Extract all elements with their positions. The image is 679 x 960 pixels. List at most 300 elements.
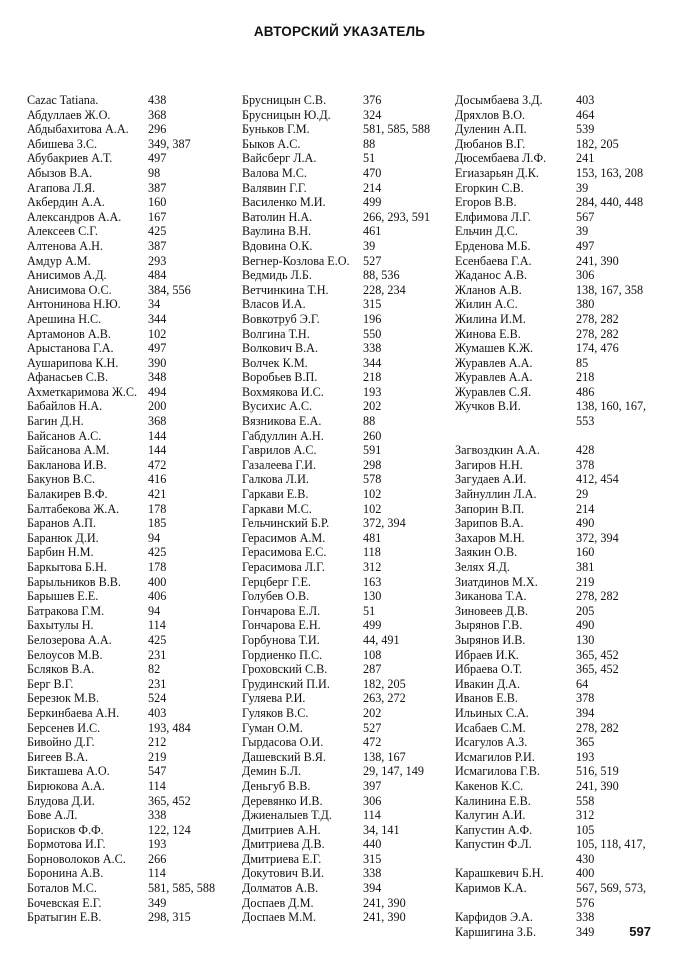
author-name: Братыгин Е.В. [27, 910, 102, 925]
index-entry [27, 181, 241, 196]
index-entry [27, 151, 241, 166]
index-entry [27, 750, 241, 765]
author-name: Байсанова А.М. [27, 443, 110, 458]
author-name: Алексеев С.Г. [27, 224, 98, 239]
page-references: 39 [576, 180, 589, 195]
author-name: Гончарова Е.Л. [242, 603, 321, 618]
author-name: Газалеева Г.И. [242, 457, 316, 472]
index-entry [27, 327, 241, 342]
page-references: 29, 147, 149 [363, 764, 424, 779]
page-references: 196 [363, 311, 382, 326]
page-references: 365 [576, 735, 595, 750]
index-entry [242, 429, 456, 444]
author-name: Габдуллин А.Н. [242, 428, 324, 443]
author-name: Артамонов А.В. [27, 326, 111, 341]
author-name: Боронина А.В. [27, 866, 104, 881]
index-entry [455, 837, 669, 866]
author-name: Бове А.Л. [27, 808, 78, 823]
author-name: Борисков Ф.Ф. [27, 822, 104, 837]
index-entry [242, 706, 456, 721]
page-references: 438 [148, 93, 167, 107]
index-entry [27, 604, 241, 619]
author-name: Жумашев К.Ж. [455, 341, 534, 356]
page-references: 241 [576, 151, 595, 166]
author-name: Докутович В.И. [242, 866, 324, 881]
author-name: Зайнуллин Л.А. [455, 487, 537, 502]
author-name: Абызов В.А. [27, 165, 93, 180]
page-references: 138, 167 [363, 749, 406, 764]
author-name: Борноволоков А.С. [27, 851, 126, 866]
author-name: Исагулов А.З. [455, 735, 528, 750]
author-name: Калугин А.И. [455, 808, 526, 823]
index-entry [455, 794, 669, 809]
index-entry [27, 472, 241, 487]
page-references: 193 [363, 384, 382, 399]
index-entry [242, 677, 456, 692]
page-references: 122, 124 [148, 822, 191, 837]
author-name: Зырянов Г.В. [455, 618, 523, 633]
author-name: Гаркави М.С. [242, 501, 312, 516]
page-references: 263, 272 [363, 691, 406, 706]
author-name: Капустин Ф.Л. [455, 837, 532, 852]
author-name: Байсанов А.С. [27, 428, 102, 443]
index-entry [242, 385, 456, 400]
page-references: 425 [148, 545, 167, 560]
page-references: 397 [363, 778, 382, 793]
index-entry [27, 648, 241, 663]
index-entry [455, 866, 669, 881]
page-references: 241, 390 [363, 895, 406, 910]
index-entry [455, 662, 669, 677]
page-references: 550 [363, 326, 382, 341]
page-references: 387 [148, 180, 167, 195]
author-name: Какенов К.С. [455, 778, 524, 793]
page-references: 394 [576, 705, 595, 720]
author-name: Абдуллаев Ж.О. [27, 107, 111, 122]
page-references: 219 [148, 749, 167, 764]
page-references: 118 [363, 545, 381, 560]
page-references: 312 [576, 808, 595, 823]
page-references: 185 [148, 516, 167, 531]
author-name: Доспаев Д.М. [242, 895, 314, 910]
author-name: Вовкотруб Э.Г. [242, 311, 320, 326]
page-references: 558 [576, 793, 595, 808]
author-name: Гырдасова О.И. [242, 735, 324, 750]
index-entry [455, 239, 669, 254]
page-references: 365, 452 [576, 662, 619, 677]
page-references [576, 429, 669, 444]
index-entry [242, 633, 456, 648]
author-name: Волчек К.М. [242, 355, 308, 370]
author-name: Вохмякова И.С. [242, 384, 324, 399]
index-entry [27, 516, 241, 531]
page-references: 387 [148, 238, 167, 253]
author-name: Ивакин Д.А. [455, 676, 521, 691]
index-entry [242, 910, 456, 925]
index-entry [27, 808, 241, 823]
author-name: Бигеев В.А. [27, 749, 89, 764]
author-name: Гончарова Е.Н. [242, 618, 321, 633]
author-name: Волгина Т.Н. [242, 326, 310, 341]
index-entry [27, 910, 241, 925]
page-references: 144 [148, 428, 167, 443]
author-name: Гуляков В.С. [242, 705, 309, 720]
index-entry [455, 575, 669, 590]
author-name: Жинова Е.В. [455, 326, 521, 341]
page-references: 102 [363, 501, 382, 516]
page-references: 138, 167, 358 [576, 282, 644, 297]
index-entry [242, 108, 456, 123]
author-name: Бакунов В.С. [27, 472, 96, 487]
index-entry [455, 151, 669, 166]
index-entry [27, 443, 241, 458]
index-entry [242, 691, 456, 706]
index-entry [455, 589, 669, 604]
author-name: Беркинбаева А.Н. [27, 705, 120, 720]
index-entry [455, 531, 669, 546]
author-name: Вусихис А.С. [242, 399, 313, 414]
index-entry [455, 648, 669, 663]
author-name: Зарипов В.А. [455, 516, 524, 531]
page-references: 349 [576, 924, 595, 939]
author-name: Арыстанова Г.А. [27, 341, 114, 356]
index-entry [242, 93, 456, 108]
index-entry [242, 224, 456, 239]
index-entry [27, 721, 241, 736]
author-name: Джиеналыев Т.Д. [242, 808, 332, 823]
author-name: Балтабекова Ж.А. [27, 501, 120, 516]
author-name: Алтенова А.Н. [27, 238, 103, 253]
page-references: 241, 390 [363, 910, 406, 925]
author-name: Ибраева О.Т. [455, 662, 523, 677]
page-references: 212 [148, 735, 167, 750]
index-entry [455, 268, 669, 283]
index-entry [27, 399, 241, 414]
page-references: 416 [148, 472, 167, 487]
index-entry [242, 545, 456, 560]
page-references: 378 [576, 691, 595, 706]
page-references: 464 [576, 107, 595, 122]
author-name: Капустин А.Ф. [455, 822, 533, 837]
index-entry [242, 662, 456, 677]
index-entry [455, 735, 669, 750]
author-name: Бикташева А.О. [27, 764, 110, 779]
index-entry [27, 502, 241, 517]
index-entry [27, 779, 241, 794]
page-references: 428 [576, 443, 595, 458]
author-name: Дмитриев А.Н. [242, 822, 321, 837]
author-name: Галкова Л.И. [242, 472, 309, 487]
author-name: Анисимов А.Д. [27, 268, 107, 283]
index-entry [27, 268, 241, 283]
page-references: 312 [363, 560, 382, 574]
index-spacer [455, 429, 669, 444]
author-name: Журавлев А.А. [455, 370, 533, 385]
index-entry [27, 239, 241, 254]
index-entry [242, 414, 456, 429]
index-entry [455, 93, 669, 108]
index-entry [242, 356, 456, 371]
page-references: 174, 476 [576, 341, 619, 356]
page-references: 497 [576, 238, 595, 253]
page-references: 114 [148, 618, 166, 633]
index-entry [27, 662, 241, 677]
author-name: Дюбанов В.Г. [455, 136, 526, 151]
author-name: Ильиных С.А. [455, 705, 529, 720]
page-references: 400 [576, 866, 595, 881]
index-entry [455, 195, 669, 210]
author-name: Жланов А.В. [455, 282, 522, 297]
author-name: Абубакриев А.Т. [27, 151, 113, 166]
index-entry [455, 706, 669, 721]
index-column-3 [455, 93, 669, 939]
author-name: Дмитриева Д.В. [242, 837, 325, 852]
index-entry [242, 735, 456, 750]
index-entry [455, 166, 669, 181]
author-name: Абдыбахитова А.А. [27, 122, 129, 137]
page-references: 296 [148, 122, 167, 137]
page-references: 539 [576, 122, 595, 137]
author-name: Берсенев И.С. [27, 720, 101, 735]
page-references: 524 [148, 691, 167, 706]
author-name: Воробьев В.П. [242, 370, 318, 385]
index-entry [455, 881, 669, 910]
page-references: 338 [576, 910, 595, 925]
page-references: 470 [363, 165, 382, 180]
page-references: 581, 585, 588 [148, 881, 216, 896]
index-entry [455, 808, 669, 823]
page-references: 490 [576, 516, 595, 531]
index-entry [455, 283, 669, 298]
author-name: Есенбаева Г.А. [455, 253, 532, 268]
index-entry [242, 151, 456, 166]
author-name: Александров А.А. [27, 209, 122, 224]
author-name: Агапова Л.Я. [27, 180, 96, 195]
page-references: 349, 387 [148, 136, 191, 151]
page-references: 338 [363, 866, 382, 881]
author-name: Вдовина О.К. [242, 238, 313, 253]
author-name: Ерденова М.Б. [455, 238, 531, 253]
page-references: 293 [148, 253, 167, 268]
author-name: Баранюк Д.И. [27, 530, 99, 545]
page-references: 338 [148, 808, 167, 823]
index-entry [242, 896, 456, 911]
author-name: Антонинова Н.Ю. [27, 297, 121, 312]
index-entry [242, 531, 456, 546]
index-entry [27, 560, 241, 575]
author-name: Бочевская Е.Г. [27, 895, 102, 910]
page-references: 381 [576, 560, 595, 574]
author-name: Карашкевич Б.Н. [455, 866, 544, 881]
page-references: 193 [576, 749, 595, 764]
author-name: Дашевский В.Я. [242, 749, 326, 764]
page-references: 114 [363, 808, 381, 823]
index-entry [27, 429, 241, 444]
page-references: 102 [363, 487, 382, 502]
author-name: Журавлев С.Я. [455, 384, 532, 399]
author-name: Голубев О.В. [242, 589, 310, 604]
page-references: 193 [148, 837, 167, 852]
page-references: 486 [576, 384, 595, 399]
page-references: 400 [148, 574, 167, 589]
page-number: 597 [629, 924, 651, 939]
index-entry [242, 341, 456, 356]
author-name: Гуман О.М. [242, 720, 303, 735]
author-name: Деньгуб В.В. [242, 778, 311, 793]
index-entry [27, 254, 241, 269]
page-references: 403 [576, 93, 595, 107]
index-entry [27, 122, 241, 137]
author-name: Гордиенко П.С. [242, 647, 323, 662]
author-name: Валова М.С. [242, 165, 307, 180]
index-entry [27, 210, 241, 225]
index-entry [455, 108, 669, 123]
index-entry [242, 866, 456, 881]
page-references: 380 [576, 297, 595, 312]
author-name: Бирюкова А.А. [27, 778, 105, 793]
index-entry [242, 823, 456, 838]
author-name: Захаров М.Н. [455, 530, 525, 545]
page-references: 51 [363, 603, 376, 618]
author-name: Зиатдинов М.Х. [455, 574, 538, 589]
index-entry [242, 399, 456, 414]
author-name: Василенко М.И. [242, 195, 326, 210]
author-name: Демин Б.Л. [242, 764, 302, 779]
author-name: Герасимова Е.С. [242, 545, 327, 560]
page-references: 365, 452 [148, 793, 191, 808]
page-references: 228, 234 [363, 282, 406, 297]
page-references: 440 [363, 837, 382, 852]
index-entry [242, 166, 456, 181]
index-entry [27, 545, 241, 560]
page-references: 365, 452 [576, 647, 619, 662]
page-references: 98 [148, 165, 161, 180]
author-name: Власов И.А. [242, 297, 306, 312]
author-name: Карфидов Э.А. [455, 910, 533, 925]
index-entry [27, 312, 241, 327]
index-entry [242, 458, 456, 473]
page-references: 64 [576, 676, 589, 691]
page-references: 591 [363, 443, 382, 458]
page-references: 231 [148, 676, 167, 691]
index-entry [242, 122, 456, 137]
index-entry [455, 312, 669, 327]
index-entry [27, 93, 241, 108]
page-references: 278, 282 [576, 326, 619, 341]
page-references: 376 [363, 93, 382, 107]
index-entry [27, 414, 241, 429]
index-entry [27, 137, 241, 152]
index-entry [27, 531, 241, 546]
index-entry [455, 443, 669, 458]
index-entry [455, 604, 669, 619]
author-name: Бивойно Д.Г. [27, 735, 95, 750]
page-references: 284, 440, 448 [576, 195, 644, 210]
page-references: 88 [363, 136, 376, 151]
author-name: Гуляева Р.И. [242, 691, 306, 706]
index-entry [27, 764, 241, 779]
index-entry [242, 181, 456, 196]
page-references: 94 [148, 603, 161, 618]
index-entry [455, 721, 669, 736]
page-references: 287 [363, 662, 382, 677]
page-references: 348 [148, 370, 167, 385]
author-name: Гаркави Е.В. [242, 487, 309, 502]
author-name: Жучков В.И. [455, 399, 521, 414]
author-name: Бакланова И.В. [27, 457, 107, 472]
page-references: 138, 160, 167, 553 [576, 399, 647, 429]
page-references: 108 [363, 647, 382, 662]
author-name: Боталов М.С. [27, 881, 97, 896]
author-name: Герасимова Л.Г. [242, 560, 325, 574]
index-entry [455, 327, 669, 342]
index-entry [242, 297, 456, 312]
index-entry [455, 487, 669, 502]
index-entry [242, 852, 456, 867]
index-entry [455, 181, 669, 196]
index-entry [455, 254, 669, 269]
page-references: 29 [576, 487, 589, 502]
author-name: Гроховский С.В. [242, 662, 328, 677]
author-name: Дмитриева Е.Г. [242, 851, 322, 866]
index-entry [27, 691, 241, 706]
page-references: 278, 282 [576, 720, 619, 735]
page-references: 105, 118, 417, 430 [576, 837, 646, 866]
index-entry [27, 837, 241, 852]
author-name: Исмагилова Г.В. [455, 764, 540, 779]
index-entry [27, 881, 241, 896]
author-name: Дюсембаева Л.Ф. [455, 151, 547, 166]
index-entry [455, 224, 669, 239]
page-references: 241, 390 [576, 778, 619, 793]
page-references: 298 [363, 457, 382, 472]
index-entry [27, 677, 241, 692]
author-name: Валявин Г.Г. [242, 180, 307, 195]
author-name: Запорин В.П. [455, 501, 525, 516]
author-name: Аушарипова К.Н. [27, 355, 119, 370]
index-entry [455, 137, 669, 152]
page-references: 484 [148, 268, 167, 283]
index-entry [242, 764, 456, 779]
author-name: Исабаев С.М. [455, 720, 526, 735]
page-references: 368 [148, 107, 167, 122]
page-references: 34 [148, 297, 161, 312]
page-references: 372, 394 [363, 516, 406, 531]
page-references: 567 [576, 209, 595, 224]
author-name: Cazac Tatiana. [27, 93, 99, 107]
page-references: 182, 205 [576, 136, 619, 151]
author-name: Гельчинский Б.Р. [242, 516, 330, 531]
index-entry [455, 122, 669, 137]
index-entry [242, 370, 456, 385]
page-references: 412, 454 [576, 472, 619, 487]
author-name: Волкович В.А. [242, 341, 319, 356]
index-entry [242, 312, 456, 327]
index-entry [27, 575, 241, 590]
index-entry [27, 896, 241, 911]
page-references: 102 [148, 326, 167, 341]
author-name: Батракова Г.М. [27, 603, 105, 618]
page-references: 260 [363, 428, 382, 443]
index-entry [242, 443, 456, 458]
page-references: 547 [148, 764, 167, 779]
index-entry [27, 108, 241, 123]
index-entry [455, 341, 669, 356]
author-name: Досымбаева З.Д. [455, 93, 543, 107]
page-references: 567, 569, 573, 576 [576, 881, 647, 910]
index-entry [455, 764, 669, 779]
author-name: Барышев Е.Е. [27, 589, 99, 604]
